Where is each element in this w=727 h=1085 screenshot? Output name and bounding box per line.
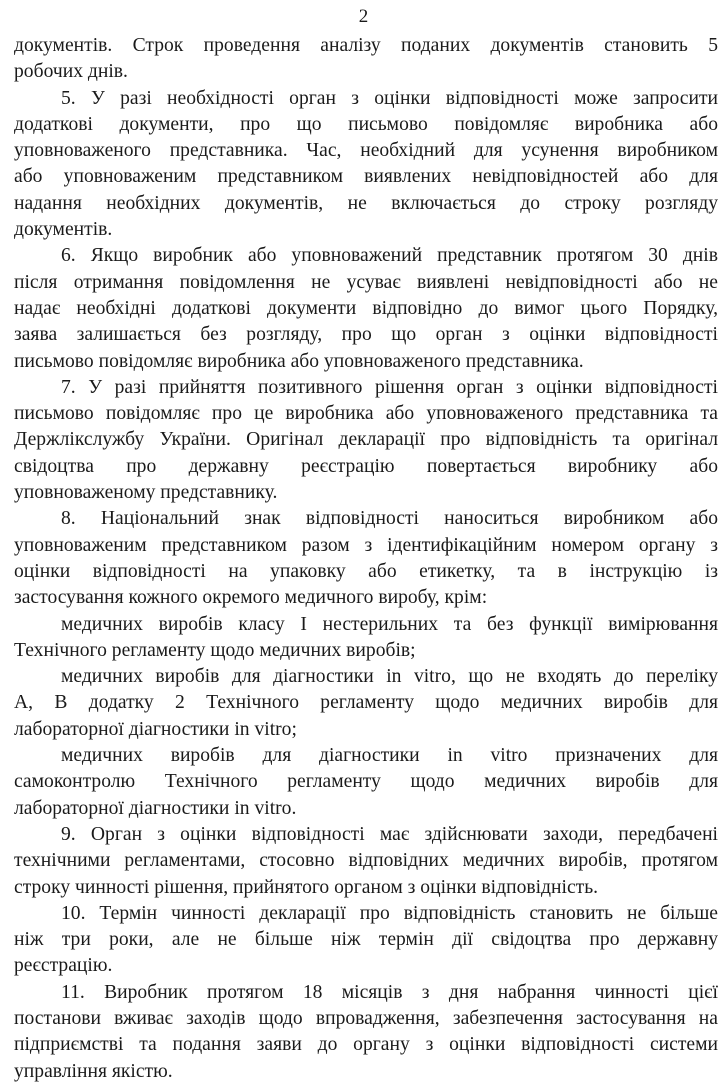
paragraph-first-line: 8. Національний знак відповідності наноситься виробником або bbox=[61, 508, 718, 530]
text-line: уповноваженому представнику. bbox=[14, 482, 278, 504]
text-line: робочих днів. bbox=[14, 61, 128, 83]
text-line: ніж три роки, але не більше ніж термін дії свідоцтва про державну bbox=[14, 929, 718, 951]
paragraph-first-line: медичних виробів для діагностики in vitro призначених для bbox=[61, 745, 718, 767]
page-number: 2 bbox=[358, 6, 369, 27]
text-line: документів. Строк проведення аналізу поданих документів становить 5 bbox=[14, 35, 718, 56]
paragraph-first-line: 7. У разі прийняття позитивного рішення орган з оцінки відповідності bbox=[61, 376, 718, 398]
text-line: управління якістю. bbox=[14, 1060, 173, 1082]
paragraph-first-line: 5. У разі необхідності орган з оцінки відповідності може запросити bbox=[61, 87, 718, 109]
text-line: заява залишається без розгляду, про що орган з оцінки відповідності bbox=[14, 324, 718, 346]
text-line: Держлікслужбу України. Оригінал декларації про відповідність та оригінал bbox=[14, 429, 718, 451]
text-line: уповноваженого представника. Час, необхідний для усунення виробником bbox=[14, 140, 718, 162]
text-line: надання необхідних документів, не включається до строку розгляду bbox=[14, 192, 718, 214]
text-line: уповноваженим представником разом з ідентифікаційним номером органу з bbox=[14, 534, 718, 556]
text-line: реєстрацію. bbox=[14, 955, 113, 977]
text-line: після отримання повідомлення не усуває виявлені невідповідності або не bbox=[14, 271, 718, 293]
text-line: надає необхідні додаткові документи відповідно до вимог цього Порядку, bbox=[14, 297, 718, 319]
text-line: свідоцтва про державну реєстрацію повертається виробнику або bbox=[14, 455, 718, 477]
paragraph-first-line: 9. Орган з оцінки відповідності має здійснювати заходи, передбачені bbox=[61, 823, 718, 845]
text-line: або уповноваженим представником виявлених невідповідностей або для bbox=[14, 166, 718, 188]
text-line: А, В додатку 2 Технічного регламенту щодо медичних виробів для bbox=[14, 692, 718, 714]
paragraph-first-line: 6. Якщо виробник або уповноважений представник протягом 30 днів bbox=[61, 245, 718, 267]
text-line: Технічного регламенту щодо медичних виробів; bbox=[14, 639, 416, 661]
text-line: письмово повідомляє виробника або уповноваженого представника. bbox=[14, 350, 584, 372]
paragraph-first-line: медичних виробів для діагностики in vitro, що не входять до переліку bbox=[61, 666, 718, 688]
paragraph-first-line: медичних виробів класу І нестерильних та без функції вимірювання bbox=[61, 613, 718, 635]
text-line: лабораторної діагностики in vitro. bbox=[14, 797, 297, 819]
paragraph-first-line: 10. Термін чинності декларації про відповідність становить не більше bbox=[61, 902, 718, 924]
text-line: оцінки відповідності на упаковку або етикетку, та в інструкцію із bbox=[14, 560, 718, 582]
text-line: документів. bbox=[14, 219, 113, 241]
text-line: технічними регламентами, стосовно відповідних медичних виробів, протягом bbox=[14, 850, 718, 872]
paragraph-first-line: 11. Виробник протягом 18 місяців з дня набрання чинності цієї bbox=[61, 981, 718, 1003]
text-line: письмово повідомляє про це виробника або уповноваженого представника та bbox=[14, 403, 718, 425]
document-body bbox=[14, 33, 718, 1085]
text-line: додаткові документи, про що письмово повідомляє виробника або bbox=[14, 113, 718, 135]
text-line: підприємстві та подання заяви до органу з оцінки відповідності системи bbox=[14, 1034, 718, 1056]
text-line: постанови вживає заходів щодо впровадження, забезпечення застосування на bbox=[14, 1007, 718, 1029]
text-line: лабораторної діагностики in vitro; bbox=[14, 718, 297, 740]
text-line: строку чинності рішення, прийнятого органом з оцінки відповідність. bbox=[14, 876, 599, 898]
text-line: самоконтролю Технічного регламенту щодо медичних виробів для bbox=[14, 771, 718, 793]
text-line: застосування кожного окремого медичного виробу, крім: bbox=[14, 587, 488, 609]
